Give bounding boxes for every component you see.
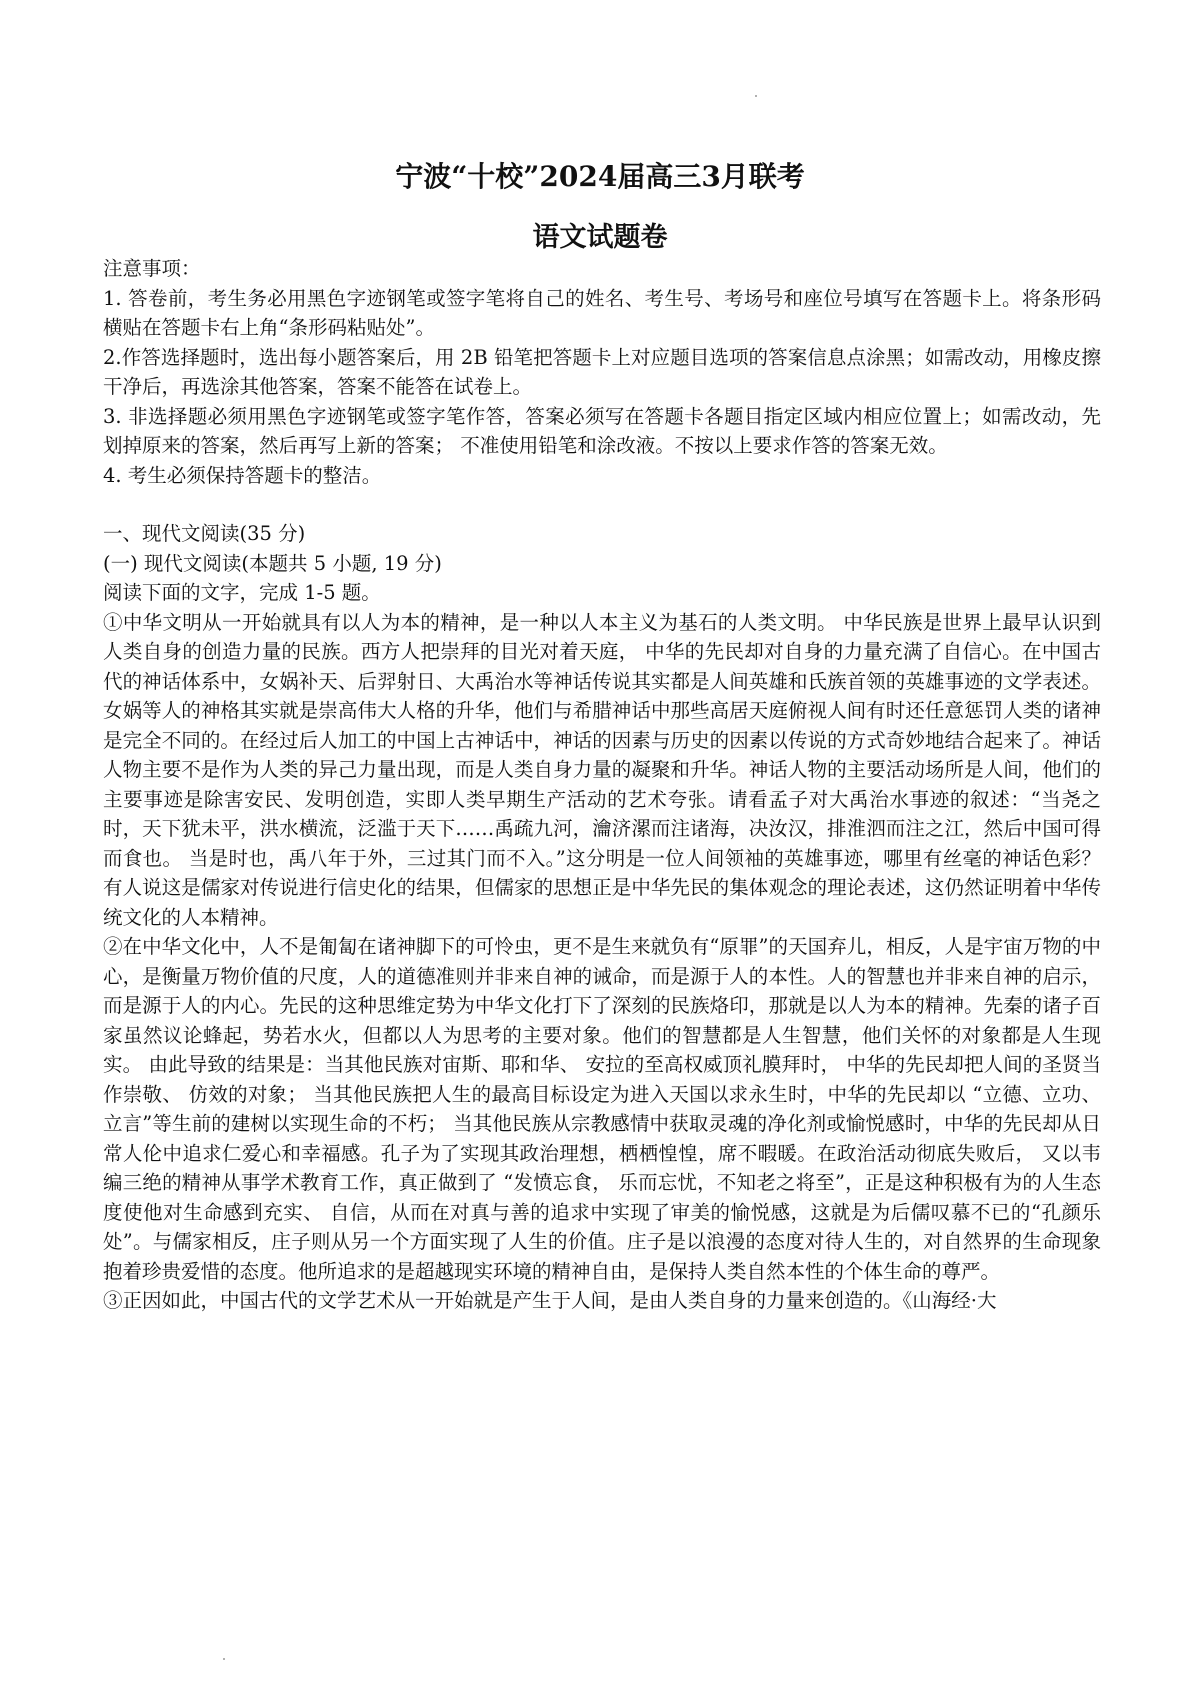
notice-item: 4. 考生必须保持答题卡的整洁。 <box>103 463 382 487</box>
scan-speck <box>755 95 757 97</box>
notice-item: 2.作答选择题时，选出每小题答案后，用 2B 铅笔把答题卡上对应题目选项的答案信息点涂黑；如需改动，用橡皮擦干净后，再选涂其他答案，答案不能答在试卷上。 <box>103 345 1101 398</box>
notice-heading: 注意事项： <box>103 257 201 280</box>
section-heading: 一、现代文阅读(35 分) <box>103 522 306 545</box>
passage-paragraph: ②在中华文化中，人不是匍匐在诸神脚下的可怜虫，更不是生来就负有“原罪”的天国弃儿，相反，人是宇宙万物的中心，是衡量万物价值的尺度，人的道德准则并非来自神的诫命，而是源于人的本性。人的智慧也并非来自神的启示， 而是源于人的内心。先民的这种思维定势为中华文化打下了深刻的民族烙印，那就是以人为本的精神。先秦的诸子百家虽然议论蜂起，势若水火，但都以人为思考的主要对象。他们的智慧都是人生智慧，他们关怀的对象都是人生现实。 由此导致的结果是：当其他民族对宙斯、耶和华、 安拉的至高权威顶礼膜拜时， 中华的先民却把人间的圣贤当作崇敬、 仿效的对象； 当其他民族把人生的最高目标设定为进入天国以求永生时，中华的先民却以 “立德、立功、立言”等生前的建树以实现生命的不朽； 当其他民族从宗教感情中获取灵魂的净化剂或愉悦感时，中华的先民却从日常人伦中追求仁爱心和幸福感。孔子为了实现其政治理想，栖栖惶惶，席不暇暖。在政治活动彻底失败后， 又以韦编三绝的精神从事学术教育工作，真正做到了 “发愤忘食， 乐而忘忧，不知老之将至”，正是这种积极有为的人生态度使他对生命感到充实、 自信，从而在对真与善的追求中实现了审美的愉悦感，这就是为后儒叹慕不已的“孔颜乐处”。与儒家相反，庄子则从另一个方面实现了人生的价值。庄子是以浪漫的态度对待人生的，对自然界的生命现象抱着珍贵爱惜的态度。他所追求的是超越现实环境的精神自由，是保持人类自然本性的个体生命的尊严。 <box>103 935 1101 1283</box>
section-subheading: (一) 现代文阅读(本题共 5 小题, 19 分) <box>103 551 442 575</box>
passage-paragraph: ③正因如此，中国古代的文学艺术从一开始就是产生于人间，是由人类自身的力量来创造的。《山海经·大 <box>103 1289 997 1312</box>
exam-title: 宁波“十校”2024届高三3月联考 <box>395 160 805 193</box>
notice-item: 3. 非选择题必须用黑色字迹钢笔或签字笔作答，答案必须写在答题卡各题目指定区域内相应位置上；如需改动，先划掉原来的答案，然后再写上新的答案； 不准使用铅笔和涂改液。不按以上要求作答的答案无效。 <box>103 404 1101 457</box>
reading-instruction: 阅读下面的文字，完成 1-5 题。 <box>103 581 381 604</box>
scan-speck <box>223 1658 225 1660</box>
spacer <box>103 490 1101 519</box>
passage-paragraph: ①中华文明从一开始就具有以人为本的精神，是一种以人本主义为基石的人类文明。 中华民族是世界上最早认识到人类自身的创造力量的民族。西方人把崇拜的目光对着天庭， 中华的先民却对自身的力量充满了自信心。在中国古代的神话体系中，女娲补天、后羿射日、大禹治水等神话传说其实都是人间英雄和氏族首领的英雄事迹的文学表述。女娲等人的神格其实就是崇高伟大人格的升华，他们与希腊神话中那些高居天庭俯视人间有时还任意惩罚人类的诸神是完全不同的。在经过后人加工的中国上古神话中，神话的因素与历史的因素以传说的方式奇妙地结合起来了。神话人物主要不是作为人类的异己力量出现，而是人类自身力量的凝聚和升华。神话人物的主要活动场所是人间，他们的主要事迹是除害安民、发明创造，实即人类早期生产活动的艺术夸张。请看孟子对大禹治水事迹的叙述：“当尧之时，天下犹未平，洪水横流，泛滥于天下……禹疏九河，瀹济漯而注诸海，决汝汉，排淮泗而注之江，然后中国可得而食也。 当是时也，禹八年于外，三过其门而不入。”这分明是一位人间领袖的英雄事迹，哪里有丝毫的神话色彩？有人说这是儒家对传说进行信史化的结果，但儒家的思想正是中华先民的集体观念的理论表述，这仍然证明着中华传统文化的人本精神。 <box>103 610 1101 929</box>
exam-body <box>103 254 1101 1316</box>
exam-subtitle: 语文试题卷 <box>532 222 668 253</box>
notice-item: 1. 答卷前，考生务必用黑色字迹钢笔或签字笔将自己的姓名、考生号、考场号和座位号填写在答题卡上。将条形码横贴在答题卡右上角“条形码粘贴处”。 <box>103 286 1101 339</box>
